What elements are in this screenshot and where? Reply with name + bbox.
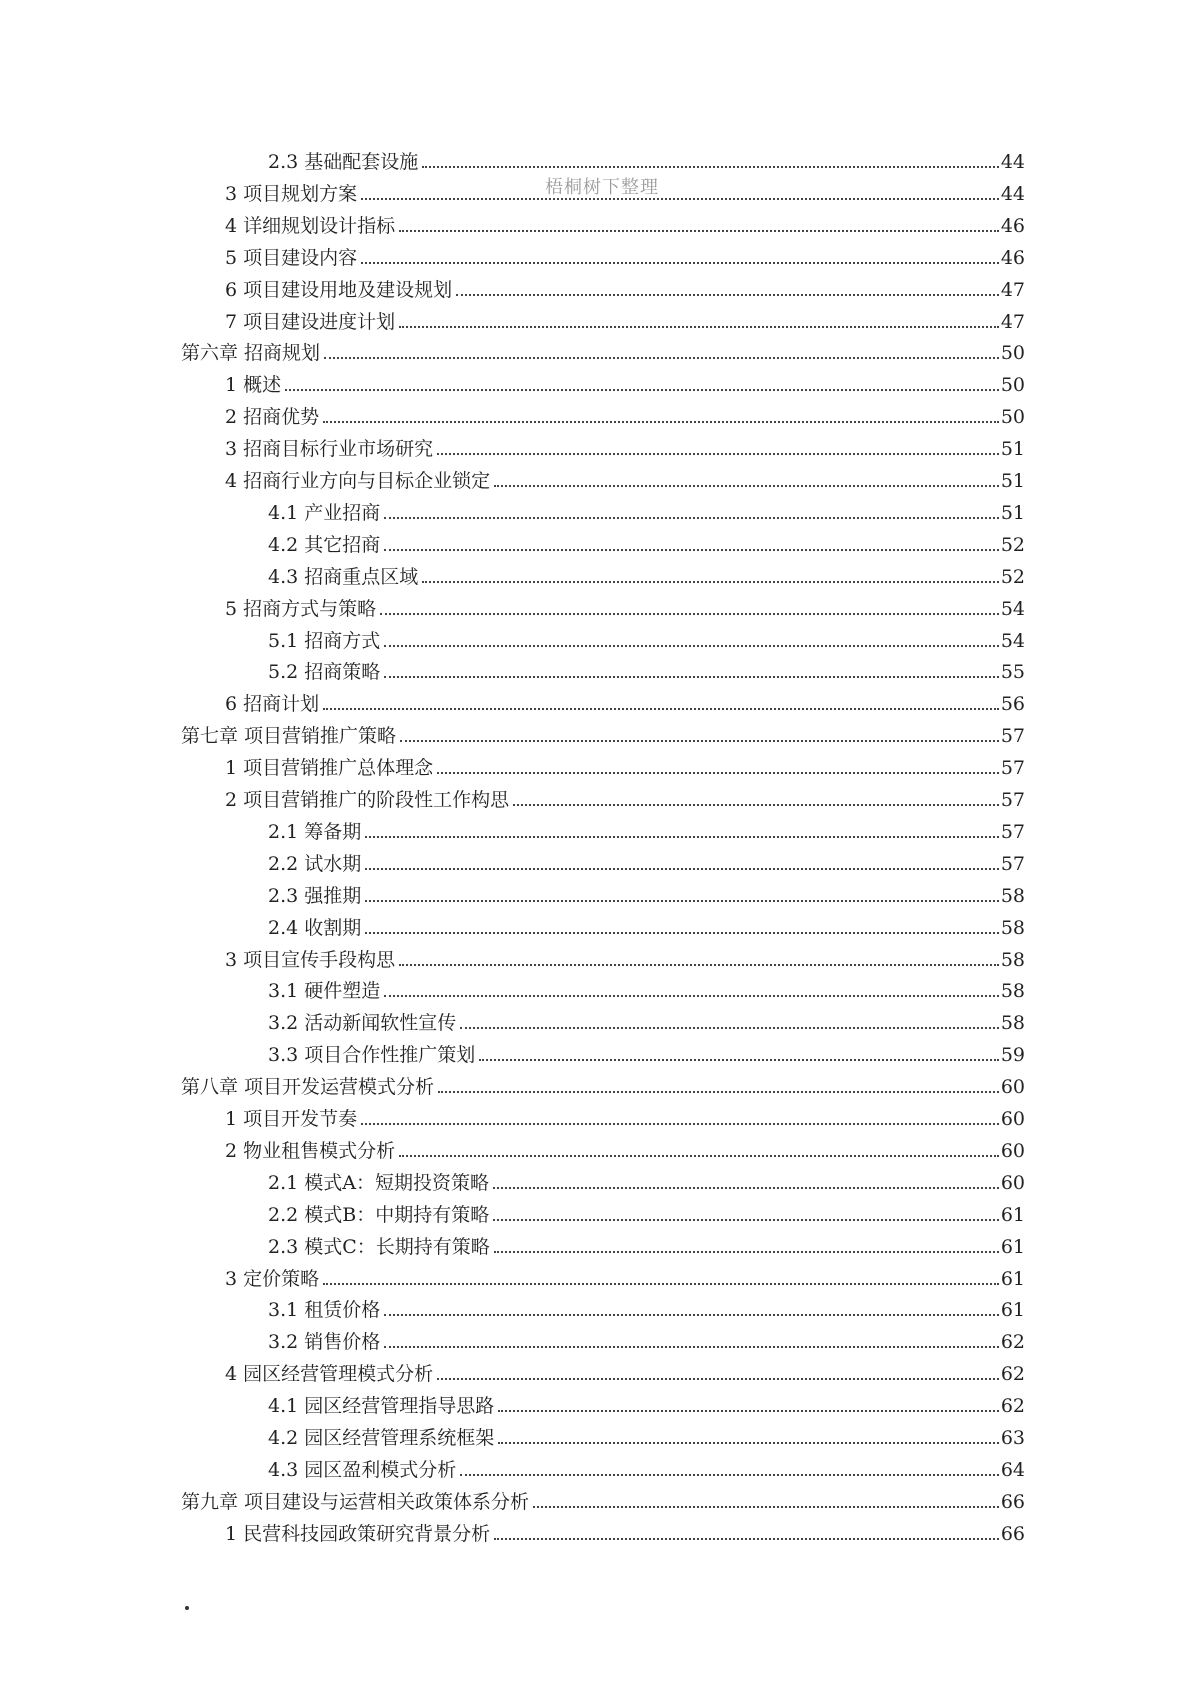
toc-entry-page-number: 54 [1000, 629, 1025, 652]
toc-entry[interactable] [268, 1040, 1025, 1070]
toc-entry-title: 3 定价策略 [225, 1267, 320, 1290]
toc-dot-leader [400, 739, 999, 742]
toc-entry[interactable] [225, 179, 1025, 209]
toc-dot-leader [493, 1218, 999, 1221]
toc-entry-page-number: 55 [1000, 661, 1025, 684]
toc-entry-title: 2.4 收割期 [268, 916, 362, 939]
toc-entry[interactable] [225, 307, 1025, 337]
toc-entry-page-number: 47 [1000, 310, 1025, 333]
toc-entry-title: 4 招商行业方向与目标企业锁定 [225, 470, 491, 492]
toc-entry-page-number: 61 [1000, 1203, 1025, 1226]
toc-dot-leader [498, 1409, 999, 1412]
toc-entry-page-number: 66 [1000, 1522, 1025, 1545]
toc-entry[interactable] [225, 466, 1025, 496]
toc-entry-title: 2 招商优势 [225, 406, 320, 429]
toc-dot-leader [384, 1313, 999, 1316]
toc-dot-leader [479, 1058, 999, 1061]
toc-entry-title: 2.2 模式B：中期持有策略 [268, 1203, 490, 1226]
toc-dot-leader [399, 325, 999, 328]
toc-entry-page-number: 58 [1000, 884, 1025, 907]
toc-entry[interactable] [268, 498, 1025, 528]
toc-entry-title: 4.2 园区经营管理系统框架 [268, 1427, 495, 1449]
toc-entry-page-number: 62 [1000, 1331, 1025, 1354]
toc-entry[interactable] [268, 817, 1025, 847]
toc-dot-leader [323, 1282, 999, 1285]
toc-entry-page-number: 46 [1000, 214, 1025, 237]
toc-entry-title: 1 民营科技园政策研究背景分析 [225, 1522, 491, 1545]
toc-entry[interactable] [268, 1423, 1025, 1453]
toc-entry[interactable] [181, 1072, 1025, 1102]
toc-dot-leader [365, 931, 999, 934]
toc-entry[interactable] [268, 976, 1025, 1006]
toc-entry-page-number: 47 [1000, 278, 1025, 301]
toc-entry-title: 1 项目开发节奏 [225, 1108, 358, 1130]
toc-entry-page-number: 62 [1000, 1363, 1025, 1386]
toc-entry[interactable] [225, 370, 1025, 400]
toc-entry[interactable] [268, 657, 1025, 687]
toc-entry-page-number: 57 [1000, 757, 1025, 780]
toc-entry-title: 4.1 园区经营管理指导思路 [268, 1395, 495, 1418]
toc-entry-page-number: 46 [1000, 246, 1025, 269]
toc-entry-title: 5 项目建设内容 [225, 246, 358, 269]
toc-entry-title: 4 园区经营管理模式分析 [225, 1363, 434, 1386]
toc-entry-title: 4 详细规划设计指标 [225, 214, 396, 237]
toc-entry-page-number: 54 [1000, 597, 1025, 620]
toc-entry[interactable] [268, 530, 1025, 560]
toc-entry[interactable] [225, 1519, 1025, 1549]
toc-entry-page-number: 61 [1000, 1235, 1025, 1258]
toc-entry[interactable] [268, 1391, 1025, 1421]
toc-dot-leader [460, 1473, 999, 1476]
toc-entry-page-number: 60 [1000, 1108, 1025, 1130]
toc-entry-page-number: 60 [1000, 1171, 1025, 1194]
toc-entry[interactable] [225, 434, 1025, 464]
toc-entry-page-number: 44 [1000, 151, 1025, 173]
toc-entry[interactable] [225, 689, 1025, 719]
toc-dot-leader [361, 1122, 999, 1125]
toc-dot-leader [498, 1441, 999, 1444]
toc-dot-leader [285, 388, 999, 391]
toc-entry-title: 3 招商目标行业市场研究 [225, 438, 434, 461]
toc-entry[interactable] [268, 1168, 1025, 1198]
toc-entry-title: 第九章 项目建设与运营相关政策体系分析 [181, 1490, 530, 1513]
toc-dot-leader [399, 1154, 999, 1157]
toc-dot-leader [399, 229, 999, 232]
toc-entry-page-number: 66 [1000, 1490, 1025, 1513]
toc-dot-leader [365, 867, 999, 870]
toc-entry-title: 6 招商计划 [225, 693, 320, 716]
toc-dot-leader [437, 452, 999, 455]
toc-dot-leader [324, 356, 999, 359]
toc-entry[interactable] [225, 1104, 1025, 1134]
toc-entry-page-number: 50 [1000, 374, 1025, 397]
toc-entry[interactable] [225, 785, 1025, 815]
toc-entry-title: 第七章 项目营销推广策略 [181, 725, 397, 748]
page-footer-dot [185, 1606, 189, 1610]
toc-entry[interactable] [268, 913, 1025, 943]
toc-dot-leader [384, 1345, 999, 1348]
toc-entry-page-number: 50 [1000, 406, 1025, 429]
toc-dot-leader [437, 771, 999, 774]
toc-entry-title: 2.3 模式C：长期持有策略 [268, 1235, 490, 1258]
toc-entry[interactable] [268, 1232, 1025, 1262]
toc-dot-leader [460, 1026, 999, 1029]
toc-entry-page-number: 57 [1000, 789, 1025, 811]
toc-entry-title: 3 项目宣传手段构思 [225, 948, 396, 971]
toc-entry-page-number: 50 [1000, 342, 1025, 365]
toc-entry-title: 5.1 招商方式 [268, 629, 381, 652]
toc-entry-title: 2 项目营销推广的阶段性工作构思 [225, 789, 510, 811]
toc-entry[interactable] [225, 753, 1025, 783]
toc-entry-page-number: 58 [1000, 980, 1025, 1003]
toc-entry[interactable] [181, 1487, 1025, 1517]
toc-entry-title: 3.2 活动新闻软性宣传 [268, 1012, 457, 1035]
toc-dot-leader [323, 420, 999, 423]
toc-dot-leader [323, 707, 999, 710]
toc-entry-page-number: 57 [1000, 820, 1025, 843]
toc-dot-leader [494, 484, 999, 487]
toc-entry-title: 4.2 其它招商 [268, 533, 381, 556]
toc-dot-leader [456, 293, 999, 296]
toc-dot-leader [361, 197, 999, 200]
toc-entry[interactable] [268, 626, 1025, 656]
toc-dot-leader [494, 1250, 999, 1253]
toc-entry-page-number: 51 [1000, 470, 1025, 492]
toc-entry-title: 3.1 硬件塑造 [268, 980, 381, 1003]
toc-entry-page-number: 51 [1000, 501, 1025, 524]
toc-entry[interactable] [268, 147, 1025, 177]
toc-entry[interactable] [225, 243, 1025, 273]
toc-entry-page-number: 58 [1000, 916, 1025, 939]
toc-entry-title: 6 项目建设用地及建设规划 [225, 278, 453, 301]
toc-entry[interactable] [268, 1295, 1025, 1325]
toc-entry-page-number: 56 [1000, 693, 1025, 716]
toc-dot-leader [365, 899, 999, 902]
toc-entry[interactable] [268, 849, 1025, 879]
toc-entry-title: 2.2 试水期 [268, 852, 362, 875]
toc-entry-page-number: 57 [1000, 725, 1025, 748]
toc-entry-page-number: 57 [1000, 852, 1025, 875]
toc-entry-title: 3.2 销售价格 [268, 1331, 381, 1354]
toc-entry-page-number: 58 [1000, 1012, 1025, 1035]
toc-dot-leader [422, 165, 999, 168]
toc-entry-title: 2.3 强推期 [268, 884, 362, 907]
toc-dot-leader [384, 675, 999, 678]
toc-entry[interactable] [268, 1327, 1025, 1357]
toc-entry-page-number: 52 [1000, 565, 1025, 588]
toc-entry-title: 2.1 模式A：短期投资策略 [268, 1171, 489, 1194]
toc-entry[interactable] [225, 402, 1025, 432]
toc-entry-page-number: 63 [1000, 1427, 1025, 1449]
toc-entry-page-number: 52 [1000, 533, 1025, 556]
toc-entry-title: 5 招商方式与策略 [225, 597, 377, 620]
toc-dot-leader [494, 1537, 999, 1540]
toc-entry-page-number: 61 [1000, 1267, 1025, 1290]
toc-entry-title: 4.3 园区盈利模式分析 [268, 1458, 457, 1481]
toc-entry-title: 第六章 招商规划 [181, 342, 321, 365]
toc-entry-page-number: 51 [1000, 438, 1025, 461]
toc-entry-title: 第八章 项目开发运营模式分析 [181, 1076, 435, 1099]
toc-entry-title: 3.3 项目合作性推广策划 [268, 1044, 476, 1067]
toc-entry-page-number: 64 [1000, 1458, 1025, 1481]
toc-entry[interactable] [268, 1200, 1025, 1230]
toc-entry-title: 1 概述 [225, 374, 282, 397]
toc-dot-leader [493, 1186, 999, 1189]
toc-entry[interactable] [225, 1359, 1025, 1389]
toc-entry[interactable] [225, 1136, 1025, 1166]
toc-entry[interactable] [268, 881, 1025, 911]
toc-entry-title: 4.3 招商重点区域 [268, 565, 419, 588]
toc-dot-leader [533, 1505, 999, 1508]
toc-dot-leader [365, 835, 999, 838]
toc-entry-title: 2.3 基础配套设施 [268, 151, 419, 173]
toc-dot-leader [422, 580, 999, 583]
toc-dot-leader [384, 644, 999, 647]
toc-dot-leader [380, 612, 999, 615]
toc-entry[interactable] [225, 1264, 1025, 1294]
toc-dot-leader [384, 516, 999, 519]
toc-entry[interactable] [181, 721, 1025, 751]
toc-entry-title: 2.1 筹备期 [268, 820, 362, 843]
toc-entry-title: 3.1 租赁价格 [268, 1299, 381, 1322]
toc-dot-leader [361, 261, 999, 264]
toc-dot-leader [438, 1090, 999, 1093]
toc-entry-page-number: 58 [1000, 948, 1025, 971]
toc-dot-leader [437, 1377, 999, 1380]
toc-dot-leader [384, 994, 999, 997]
toc-entry[interactable] [268, 1455, 1025, 1485]
toc-entry-title: 7 项目建设进度计划 [225, 310, 396, 333]
toc-entry-page-number: 60 [1000, 1076, 1025, 1099]
toc-entry-page-number: 62 [1000, 1395, 1025, 1418]
toc-dot-leader [513, 803, 999, 806]
toc-entry[interactable] [225, 211, 1025, 241]
toc-entry[interactable] [225, 945, 1025, 975]
toc-entry-title: 2 物业租售模式分析 [225, 1139, 396, 1162]
toc-entry-page-number: 59 [1000, 1044, 1025, 1067]
toc-entry-title: 1 项目营销推广总体理念 [225, 757, 434, 780]
toc-dot-leader [384, 548, 999, 551]
toc-entry-title: 3 项目规划方案 [225, 182, 358, 205]
toc-entry[interactable] [225, 275, 1025, 305]
toc-entry-title: 5.2 招商策略 [268, 661, 381, 684]
toc-entry[interactable] [268, 562, 1025, 592]
toc-dot-leader [399, 963, 999, 966]
toc-entry[interactable] [225, 594, 1025, 624]
toc-entry-page-number: 61 [1000, 1299, 1025, 1322]
toc-entry-page-number: 60 [1000, 1139, 1025, 1162]
toc-entry[interactable] [181, 338, 1025, 368]
toc-entry[interactable] [268, 1008, 1025, 1038]
toc-entry-title: 4.1 产业招商 [268, 501, 381, 524]
toc-entry-page-number: 44 [1000, 182, 1025, 205]
watermark-text: 梧桐树下整理 [545, 177, 659, 198]
